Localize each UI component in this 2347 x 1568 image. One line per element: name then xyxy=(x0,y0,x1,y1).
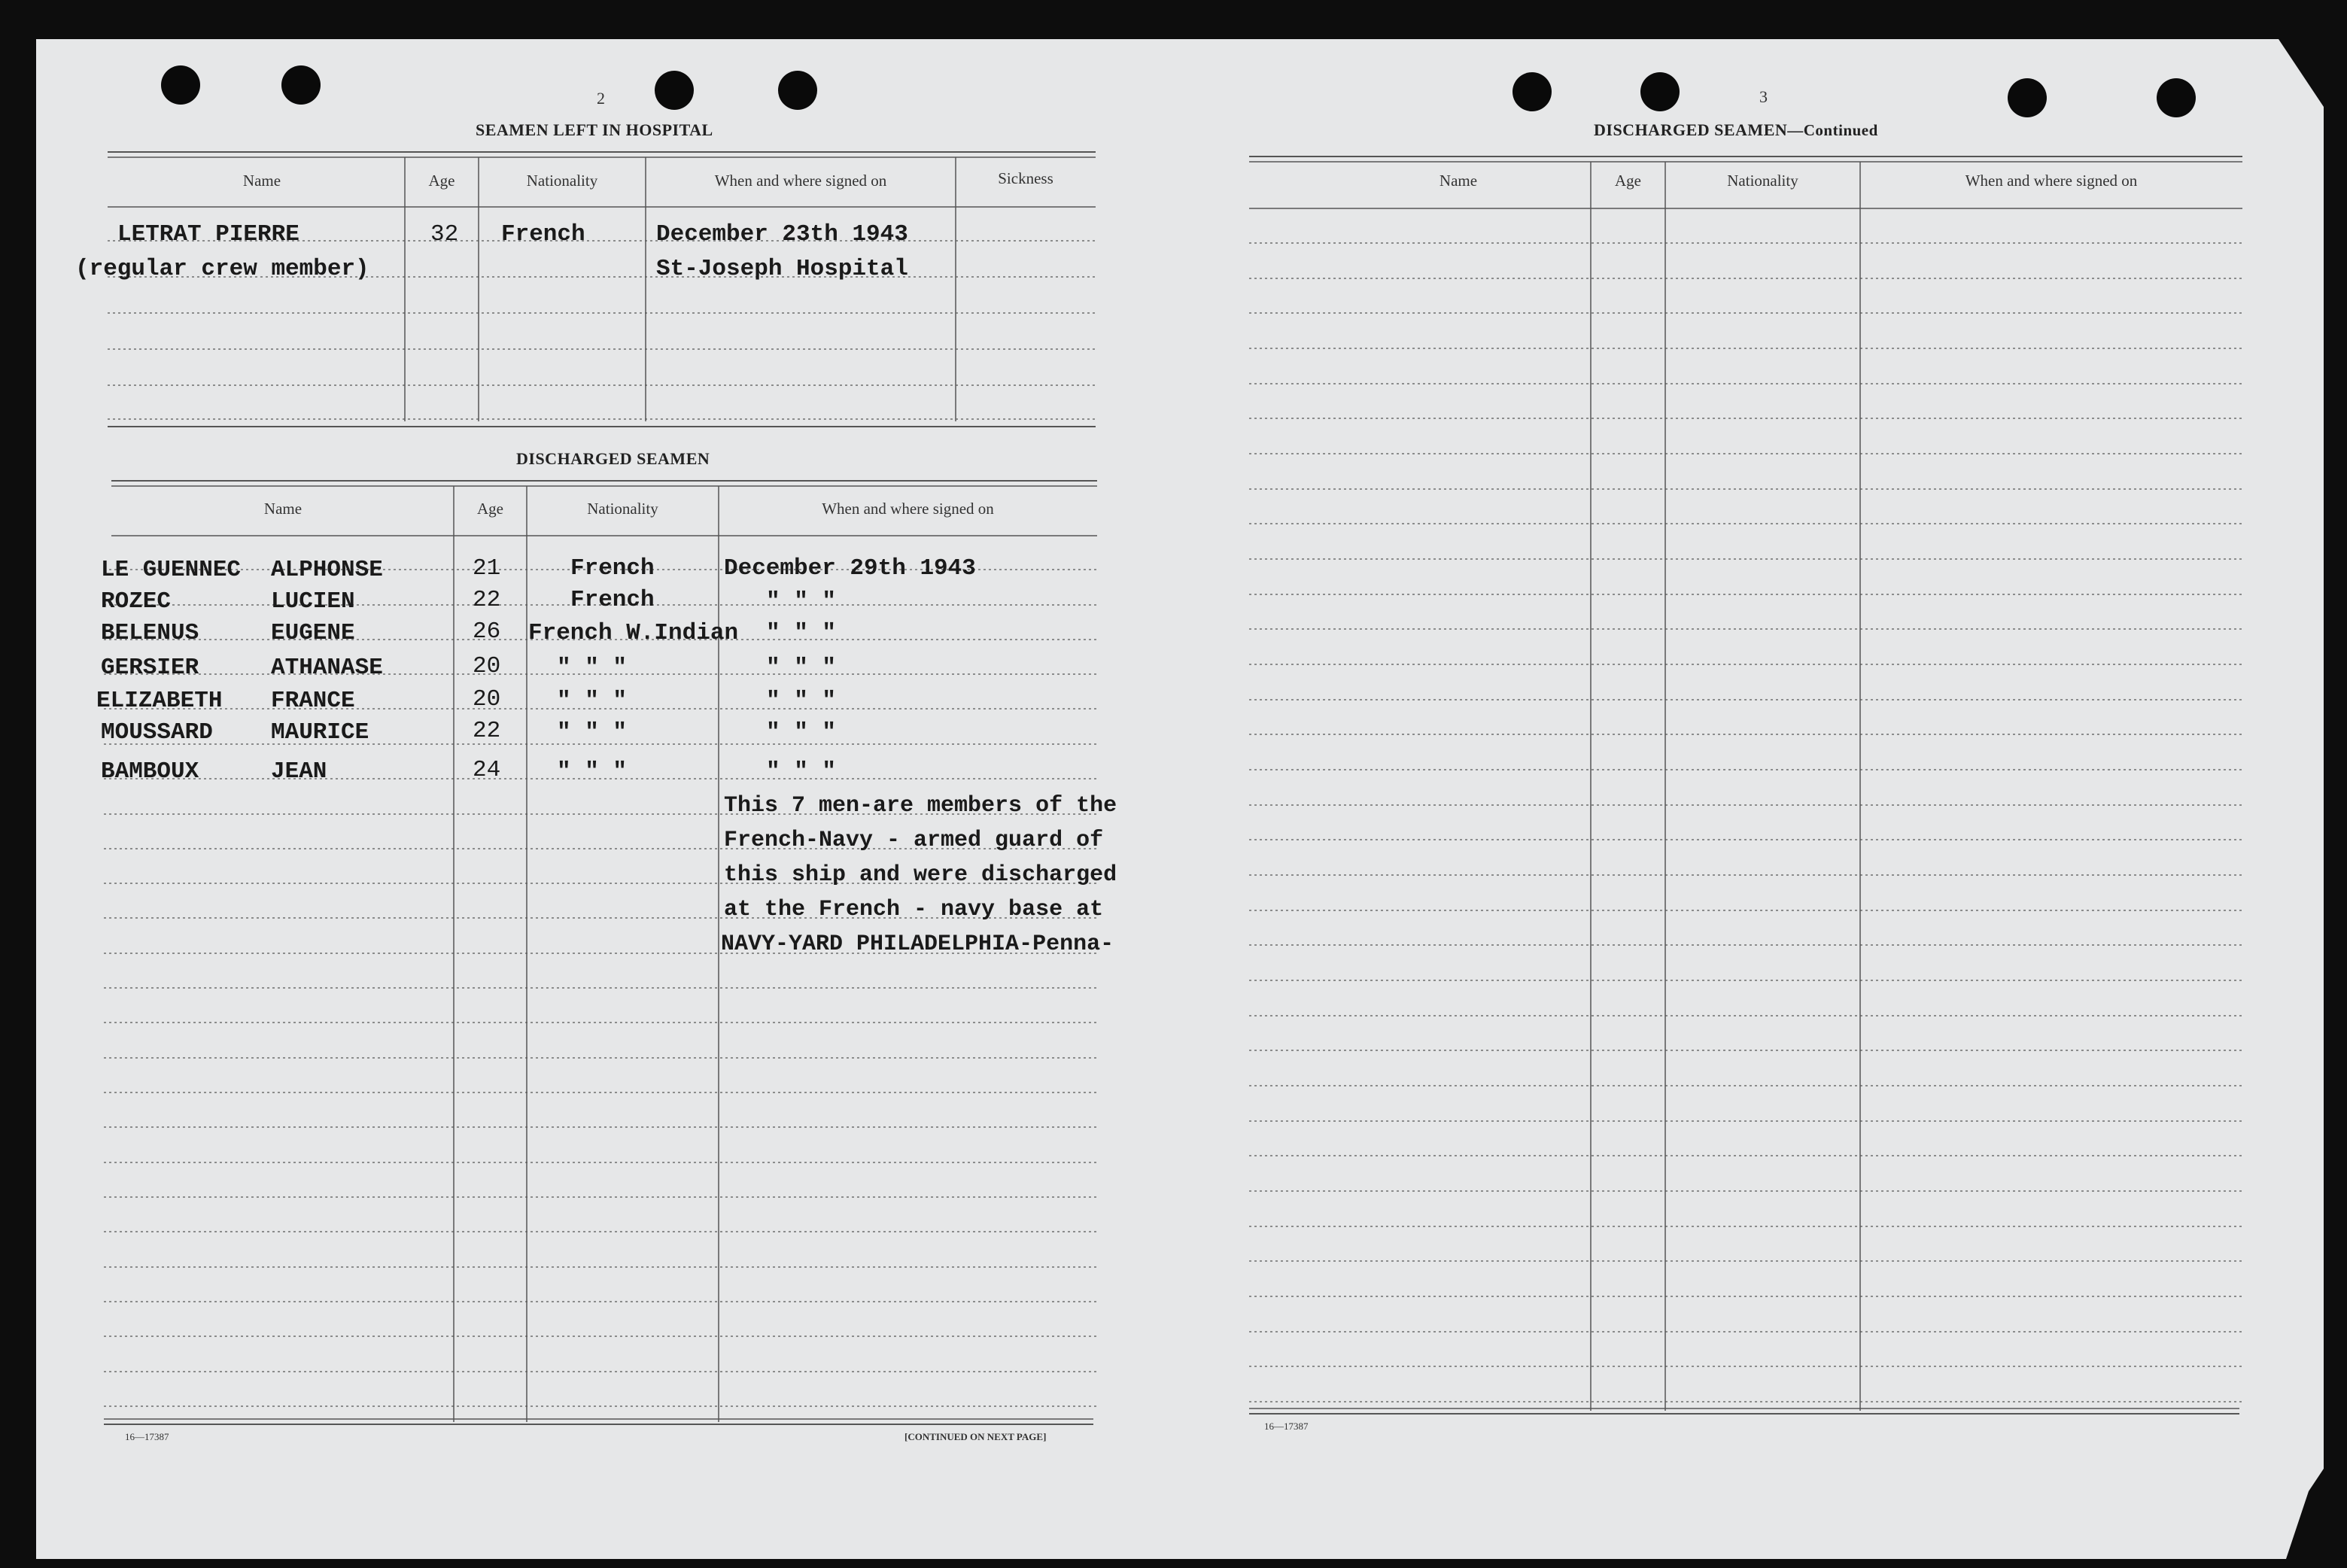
left-page-number: 2 xyxy=(597,89,605,108)
punch-hole xyxy=(778,71,817,110)
discharged-row-signed: December 29th 1943 xyxy=(724,555,976,582)
punch-hole xyxy=(2008,78,2047,117)
hospital-entry-signed-place: St-Joseph Hospital xyxy=(656,256,908,282)
discharged-section-title: DISCHARGED SEAMEN xyxy=(516,449,710,468)
discharge-note-line: this ship and were discharged xyxy=(724,862,1117,888)
discharged-row-given: LUCIEN xyxy=(271,588,355,615)
hospital-entry-nationality: French xyxy=(501,221,585,248)
right-section-title-text: DISCHARGED SEAMEN xyxy=(1594,120,1788,139)
discharged-col-name: Name xyxy=(263,500,302,518)
right-col-signed-on: When and where signed on xyxy=(1965,172,2138,190)
discharged-row-age: 26 xyxy=(473,618,501,645)
continued-label: [CONTINUED ON NEXT PAGE] xyxy=(904,1431,1047,1442)
discharged-row-nationality: " " " xyxy=(557,758,628,785)
torn-edge xyxy=(2286,1469,2324,1559)
discharged-row-surname: MOUSSARD xyxy=(101,719,213,746)
punch-hole xyxy=(281,65,321,105)
discharged-row-surname: ROZEC xyxy=(101,588,172,615)
right-section-title-suffix: —Continued xyxy=(1787,121,1878,139)
left-form-number: 16—17387 xyxy=(125,1431,169,1442)
right-col-nationality: Nationality xyxy=(1727,172,1798,190)
document-sheet xyxy=(36,39,2324,1559)
punch-hole xyxy=(2157,78,2196,117)
discharge-note-line: French-Navy - armed guard of xyxy=(724,828,1104,853)
discharged-row-age: 20 xyxy=(473,686,501,713)
discharged-row-signed: " " " xyxy=(766,719,837,746)
hospital-col-age: Age xyxy=(428,172,455,190)
discharged-row-given: ATHANASE xyxy=(271,655,383,681)
punch-hole xyxy=(161,65,200,105)
discharged-row-signed: " " " xyxy=(766,688,837,714)
discharged-col-nationality: Nationality xyxy=(587,500,658,518)
discharged-row-given: FRANCE xyxy=(271,688,355,714)
discharged-row-age: 20 xyxy=(473,653,501,679)
discharged-row-nationality: " " " xyxy=(557,655,628,681)
hospital-col-nationality: Nationality xyxy=(526,172,598,190)
discharged-row-given: MAURICE xyxy=(271,719,369,746)
right-col-age: Age xyxy=(1615,172,1641,190)
hospital-entry-signed-date: December 23th 1943 xyxy=(656,221,908,248)
discharged-row-surname: BELENUS xyxy=(101,620,199,646)
discharge-note-line: at the French - navy base at xyxy=(724,897,1104,922)
punch-hole xyxy=(1512,72,1552,111)
discharged-row-age: 21 xyxy=(473,555,501,582)
right-col-name: Name xyxy=(1439,172,1478,190)
ruled-form-lines xyxy=(36,39,2324,1559)
hospital-entry-name: LETRAT PIERRE xyxy=(117,221,299,248)
discharged-col-age: Age xyxy=(477,500,503,518)
torn-corner xyxy=(2279,39,2324,107)
discharged-row-age: 22 xyxy=(473,718,501,744)
discharged-row-signed: " " " xyxy=(766,588,837,615)
discharged-row-age: 24 xyxy=(473,757,501,783)
discharged-row-surname: LE GUENNEC xyxy=(101,557,242,583)
discharged-row-given: ALPHONSE xyxy=(271,557,383,583)
discharged-row-signed: " " " xyxy=(766,758,837,785)
hospital-entry-age: 32 xyxy=(430,221,459,248)
right-form-number: 16—17387 xyxy=(1264,1421,1309,1432)
hospital-entry-name-note: (regular crew member) xyxy=(75,256,369,282)
discharged-row-nationality: French W.Indian xyxy=(528,620,739,646)
right-page-number: 3 xyxy=(1759,87,1768,106)
hospital-section-title: SEAMEN LEFT IN HOSPITAL xyxy=(476,120,713,139)
discharge-note-line: This 7 men-are members of the xyxy=(724,793,1117,819)
discharged-row-nationality: " " " xyxy=(557,719,628,746)
discharged-col-signed-on: When and where signed on xyxy=(822,500,994,518)
discharged-row-given: JEAN xyxy=(271,758,327,785)
discharged-row-nationality: French xyxy=(570,587,655,613)
hospital-col-signed-on: When and where signed on xyxy=(714,172,887,190)
discharged-row-surname: ELIZABETH xyxy=(96,688,223,714)
discharged-row-signed: " " " xyxy=(766,655,837,681)
right-section-title xyxy=(1594,120,1878,140)
discharged-row-surname: GERSIER xyxy=(101,655,199,681)
punch-hole xyxy=(655,71,694,110)
punch-hole xyxy=(1640,72,1680,111)
discharged-row-signed: " " " xyxy=(766,620,837,646)
discharged-row-surname: BAMBOUX xyxy=(101,758,199,785)
discharge-note-line: NAVY-YARD PHILADELPHIA-Penna- xyxy=(721,931,1114,957)
discharged-row-nationality: French xyxy=(570,555,655,582)
hospital-col-sickness: Sickness xyxy=(998,169,1053,187)
hospital-col-name: Name xyxy=(242,172,281,190)
discharged-row-nationality: " " " xyxy=(557,688,628,714)
discharged-row-age: 22 xyxy=(473,587,501,613)
discharged-row-given: EUGENE xyxy=(271,620,355,646)
